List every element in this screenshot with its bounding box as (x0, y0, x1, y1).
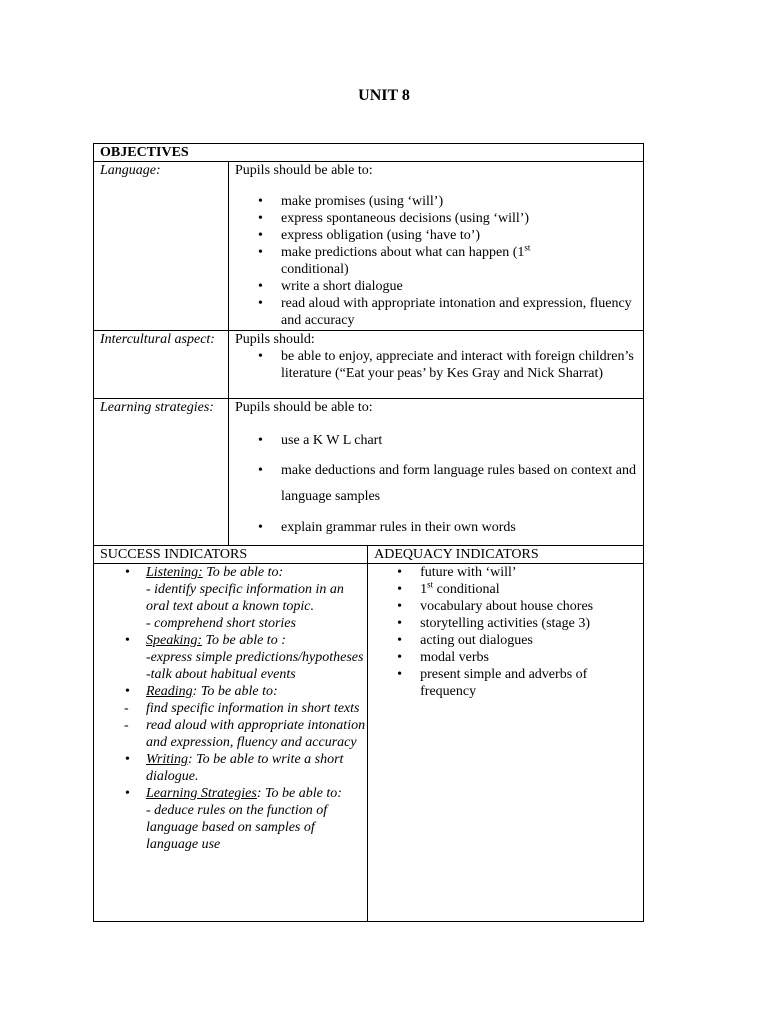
intercultural-label: Intercultural aspect: (94, 331, 229, 399)
strategies-success-label: Learning Strategies (146, 786, 257, 801)
speaking-label: Speaking: (146, 633, 202, 648)
language-list (235, 193, 643, 329)
list-item (100, 564, 367, 632)
language-label: Language: (94, 162, 229, 331)
list-item (100, 632, 367, 683)
strategies-cell (229, 399, 644, 546)
success-cell (94, 564, 368, 922)
superscript: st (524, 242, 531, 253)
intercultural-list (235, 348, 643, 382)
listening-line: - comprehend short stories (146, 616, 296, 631)
speaking-text: To be able to : (201, 633, 286, 648)
strategies-success-line: - deduce rules on the function of language based on samples of language use (146, 803, 328, 852)
list-item (374, 581, 643, 598)
listening-text: To be able to: (202, 565, 284, 580)
list-item: • read aloud with appropriate intonation and expression, fluency and accuracy (235, 295, 643, 329)
reading-text: : To be able to: (192, 684, 278, 699)
list-item (100, 683, 367, 700)
list-item: • use a K W L chart (235, 432, 643, 449)
list-item (235, 244, 643, 278)
list-item (100, 751, 367, 785)
list-item: • future with ‘will’ (374, 564, 643, 581)
listening-line: - identify specific information in an oral text about a known topic. (146, 582, 344, 614)
objectives-header: OBJECTIVES (94, 144, 644, 162)
list-item: • explain grammar rules in their own words (235, 519, 643, 536)
list-item-text: conditional (433, 582, 500, 597)
strategies-intro: Pupils should be able to: (235, 400, 373, 415)
strategies-label: Learning strategies: (94, 399, 229, 546)
writing-text: : To be able to write a short dialogue. (146, 752, 344, 784)
reading-label: Reading (146, 684, 193, 699)
adequacy-list (374, 564, 643, 700)
list-item (100, 785, 367, 853)
list-item: • present simple and adverbs of frequency (374, 666, 643, 700)
list-item: • write a short dialogue (235, 278, 643, 295)
list-item: • vocabulary about house chores (374, 598, 643, 615)
writing-label: Writing (146, 752, 189, 767)
speaking-line: -talk about habitual events (146, 667, 296, 682)
superscript: st (427, 579, 434, 590)
adequacy-cell (368, 564, 643, 922)
strategies-row (94, 399, 644, 546)
list-item: • modal verbs (374, 649, 643, 666)
list-item: • make deductions and form language rules based on context and language samples (235, 458, 643, 510)
language-intro: Pupils should be able to: (235, 163, 373, 178)
list-item: • acting out dialogues (374, 632, 643, 649)
indicators-table (94, 546, 643, 921)
list-item-text: make predictions about what can happen (1 (281, 245, 525, 260)
list-item: • storytelling activities (stage 3) (374, 615, 643, 632)
success-header: SUCCESS INDICATORS (94, 546, 368, 564)
list-item: - read aloud with appropriate intonation and expression, fluency and accuracy (100, 717, 367, 751)
strategies-success-text: : To be able to: (256, 786, 342, 801)
intercultural-intro: Pupils should: (235, 332, 315, 347)
indicators-container (94, 546, 644, 922)
list-item-text: conditional) (281, 262, 349, 277)
list-item: • express obligation (using ‘have to’) (235, 227, 643, 244)
intercultural-row (94, 331, 644, 399)
unit-title: UNIT 8 (358, 87, 410, 104)
list-item: - find specific information in short texts (100, 700, 367, 717)
language-row (94, 162, 644, 331)
success-list (100, 564, 367, 853)
adequacy-header: ADEQUACY INDICATORS (368, 546, 643, 564)
list-item: • express spontaneous decisions (using ‘will’) (235, 210, 643, 227)
strategies-list (235, 432, 643, 536)
list-item-text: 1 (420, 582, 428, 597)
speaking-line: -express simple predictions/hypotheses (146, 650, 364, 665)
intercultural-cell (229, 331, 644, 399)
list-item: • be able to enjoy, appreciate and interact with foreign children’s literature (“Eat your peas’ by Kes Gray and Nick Sharrat) (235, 348, 643, 382)
listening-label: Listening: (146, 565, 203, 580)
list-item: • make promises (using ‘will’) (235, 193, 643, 210)
objectives-table (93, 143, 644, 922)
language-cell (229, 162, 644, 331)
